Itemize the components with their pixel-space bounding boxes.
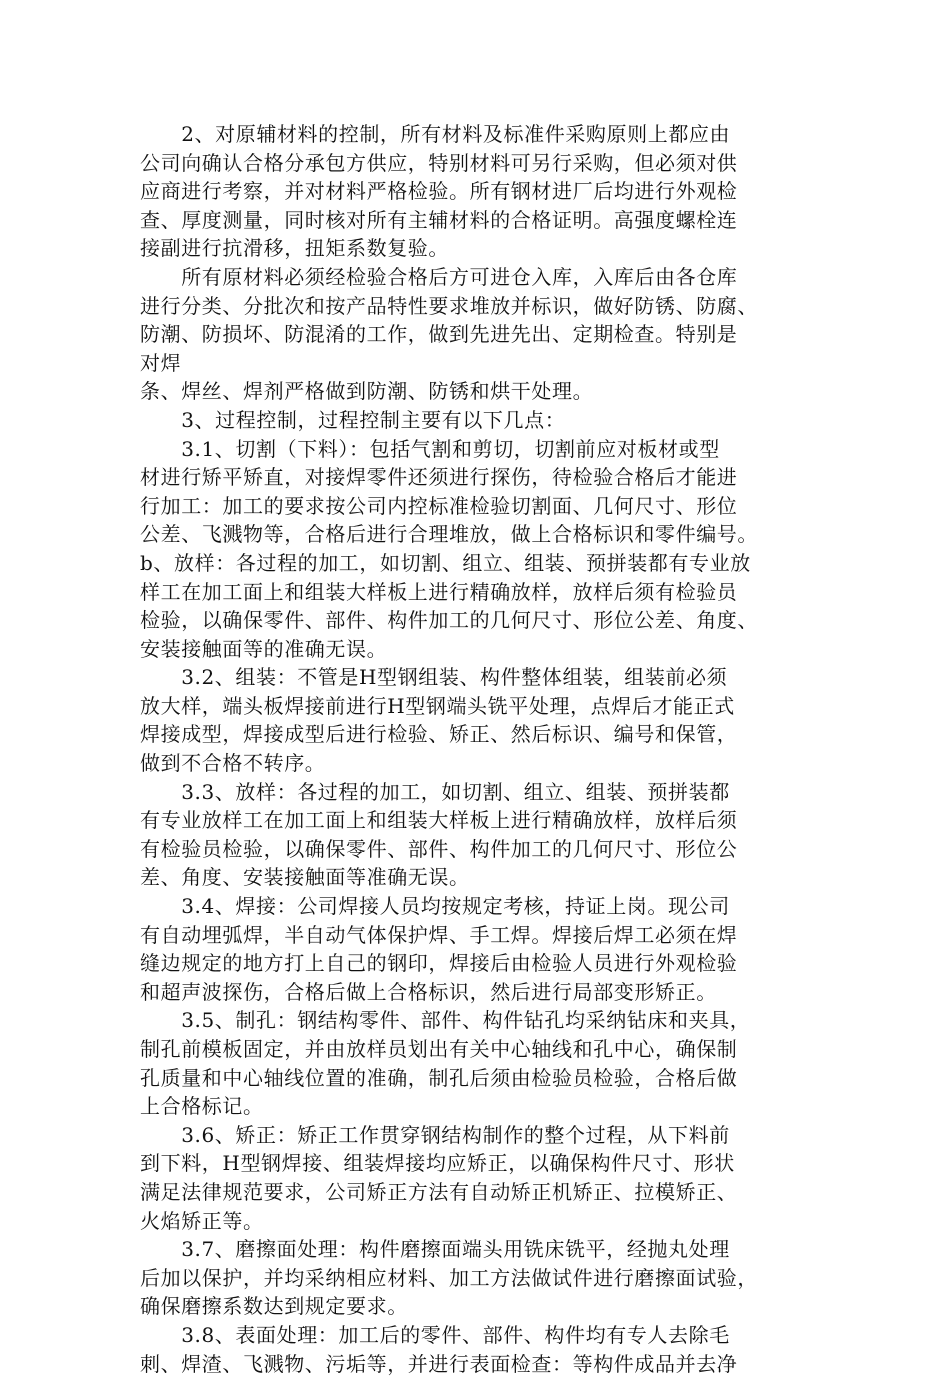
text-line: 公差、飞溅物等，合格后进行合理堆放，做上合格标识和零件编号。 bbox=[140, 522, 758, 547]
text-line: 3.8、表面处理：加工后的零件、部件、构件均有专人去除毛 bbox=[140, 1322, 730, 1347]
text-line: 安装接触面等的准确无误。 bbox=[140, 636, 388, 661]
text-line: 刺、焊渣、飞溅物、污垢等，并进行表面检查：等构件成品并去净 bbox=[140, 1351, 738, 1376]
text-line: 制孔前模板固定，并由放样员划出有关中心轴线和孔中心，确保制 bbox=[140, 1037, 738, 1061]
text-line: 防潮、防损坏、防混淆的工作，做到先进先出、定期检查。特别是 bbox=[140, 322, 738, 347]
text-line: 3.1、切割（下料）：包括气割和剪切，切割前应对板材或型 bbox=[140, 436, 720, 461]
text-line: 确保磨擦系数达到规定要求。 bbox=[140, 1294, 408, 1319]
text-line: 应商进行考察，并对材料严格检验。所有钢材进厂后均进行外观检 bbox=[140, 179, 738, 204]
text-line: 后加以保护，并均采纳相应材料、加工方法做试件进行磨擦面试验， bbox=[140, 1265, 758, 1290]
text-line: 和超声波探伤，合格后做上合格标识，然后进行局部变形矫正。 bbox=[140, 979, 717, 1004]
text-line: 3.7、磨擦面处理：构件磨擦面端头用铣床铣平，经抛丸处理 bbox=[140, 1237, 730, 1262]
text-line: 样工在加工面上和组装大样板上进行精确放样，放样后须有检验员 bbox=[140, 579, 738, 604]
text-line: 焊接成型，焊接成型后进行检验、矫正、然后标识、编号和保管， bbox=[140, 722, 738, 747]
text-line: 对焊 bbox=[140, 350, 182, 375]
text-line: 放大样，端头板焊接前进行H型钢端头铣平处理，点焊后才能正式 bbox=[140, 693, 735, 718]
text-line: 3.5、制孔：钢结构零件、部件、构件钻孔均采纳钻床和夹具， bbox=[140, 1008, 751, 1033]
text-line: 条、焊丝、焊剂严格做到防潮、防锈和烘干处理。 bbox=[140, 379, 594, 404]
text-line: 检验，以确保零件、部件、构件加工的几何尺寸、形位公差、角度、 bbox=[140, 608, 758, 633]
text-line: 上合格标记。 bbox=[140, 1094, 264, 1119]
text-line: 2、对原辅材料的控制，所有材料及标准件采购原则上都应由 bbox=[140, 122, 731, 146]
text-line: 所有原材料必须经检验合格后方可进仓入库，入库后由各仓库 bbox=[140, 264, 738, 289]
text-line: 有自动埋弧焊，半自动气体保护焊、手工焊。焊接后焊工必须在焊 bbox=[140, 922, 738, 947]
text-line: 有专业放样工在加工面上和组装大样板上进行精确放样，放样后须 bbox=[140, 808, 738, 833]
text-line: 3.4、焊接：公司焊接人员均按规定考核，持证上岗。现公司 bbox=[140, 894, 730, 919]
text-line: 有检验员检验，以确保零件、部件、构件加工的几何尺寸、形位公 bbox=[140, 836, 738, 861]
text-line: 差、角度、安装接触面等准确无误。 bbox=[140, 865, 470, 890]
text-line: 行加工：加工的要求按公司内控标准检验切割面、几何尺寸、形位 bbox=[140, 493, 738, 518]
text-line: 缝边规定的地方打上自己的钢印，焊接后由检验人员进行外观检验 bbox=[140, 951, 738, 976]
text-line: 孔质量和中心轴线位置的准确，制孔后须由检验员检验，合格后做 bbox=[140, 1065, 738, 1090]
text-line: 到下料，H型钢焊接、组装焊接均应矫正，以确保构件尺寸、形状 bbox=[140, 1151, 735, 1176]
text-line: 3.6、矫正：矫正工作贯穿钢结构制作的整个过程，从下料前 bbox=[140, 1122, 730, 1147]
text-line: 满足法律规范要求，公司矫正方法有自动矫正机矫正、拉模矫正、 bbox=[140, 1179, 738, 1204]
text-line: 火焰矫正等。 bbox=[140, 1208, 264, 1233]
text-line: 公司向确认合格分承包方供应，特别材料可另行采购，但必须对供 bbox=[140, 150, 738, 175]
document-body bbox=[140, 120, 815, 1378]
text-line: 3.2、组装：不管是H型钢组装、构件整体组装，组装前必须 bbox=[140, 665, 728, 690]
text-line: 进行分类、分批次和按产品特性要求堆放并标识，做好防锈、防腐、 bbox=[140, 293, 758, 318]
text-line: 做到不合格不转序。 bbox=[140, 751, 326, 776]
text-line: 3、过程控制，过程控制主要有以下几点： bbox=[140, 407, 566, 432]
text-line: 查、厚度测量，同时核对所有主辅材料的合格证明。高强度螺栓连 bbox=[140, 207, 738, 232]
text-line: 材进行矫平矫直，对接焊零件还须进行探伤，待检验合格后才能进 bbox=[140, 465, 738, 490]
text-line: 接副进行抗滑移，扭矩系数复验。 bbox=[140, 236, 449, 261]
text-line: b、放样：各过程的加工，如切割、组立、组装、预拼装都有专业放 bbox=[140, 550, 751, 575]
text-line: 3.3、放样：各过程的加工，如切割、组立、组装、预拼装都 bbox=[140, 779, 730, 804]
